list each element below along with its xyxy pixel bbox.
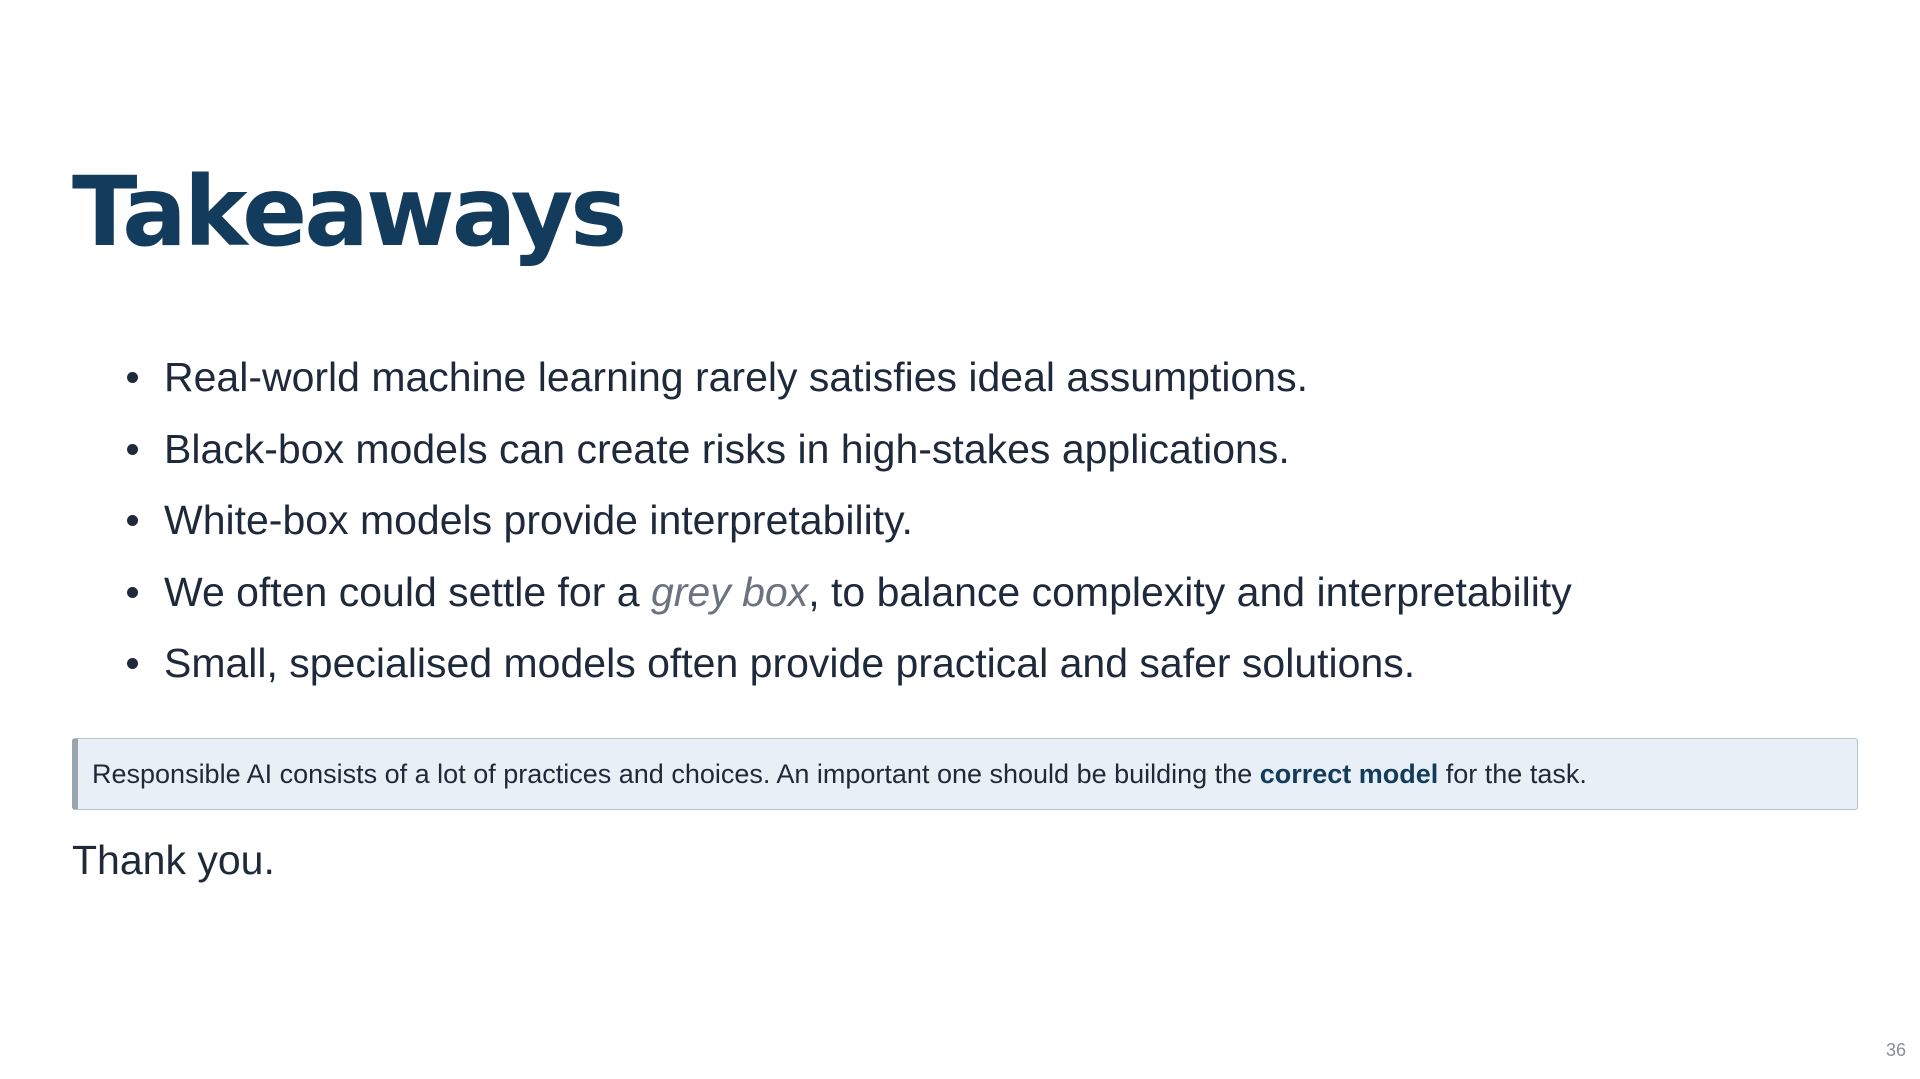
bullet-point-icon <box>127 515 138 526</box>
list-item <box>120 348 1572 420</box>
callout-text-start: Responsible AI consists of a lot of practices and choices. An important one should be building the <box>92 759 1260 789</box>
slide-title: Takeaways <box>72 156 625 268</box>
list-item-text: Small, specialised models often provide practical and safer solutions. <box>164 640 1416 686</box>
bullet-point-icon <box>127 372 138 383</box>
list-item-text: White-box models provide interpretability. <box>164 497 913 543</box>
callout-text-end: for the task. <box>1438 759 1587 789</box>
callout-note <box>72 738 1858 810</box>
page-number: 36 <box>1885 1040 1906 1060</box>
bullet-point-icon <box>127 444 138 455</box>
callout-highlight: correct model <box>1259 759 1439 789</box>
list-item <box>120 420 1572 492</box>
bullet-point-icon <box>127 587 138 598</box>
list-item-text-start: We often could settle for a <box>164 568 651 615</box>
takeaways-list <box>120 348 1572 706</box>
list-item-text-end: , to balance complexity and interpretability <box>808 568 1572 615</box>
bullet-point-icon <box>127 658 138 669</box>
closing-text: Thank you. <box>72 837 275 883</box>
list-item-text: Black-box models can create risks in high-stakes applications. <box>164 425 1290 472</box>
list-item <box>120 634 1572 706</box>
list-item-text: Real-world machine learning rarely satisfies ideal assumptions. <box>164 354 1308 400</box>
grey-box-emphasis: grey box <box>650 568 809 615</box>
list-item <box>120 491 1572 563</box>
list-item <box>120 563 1572 635</box>
